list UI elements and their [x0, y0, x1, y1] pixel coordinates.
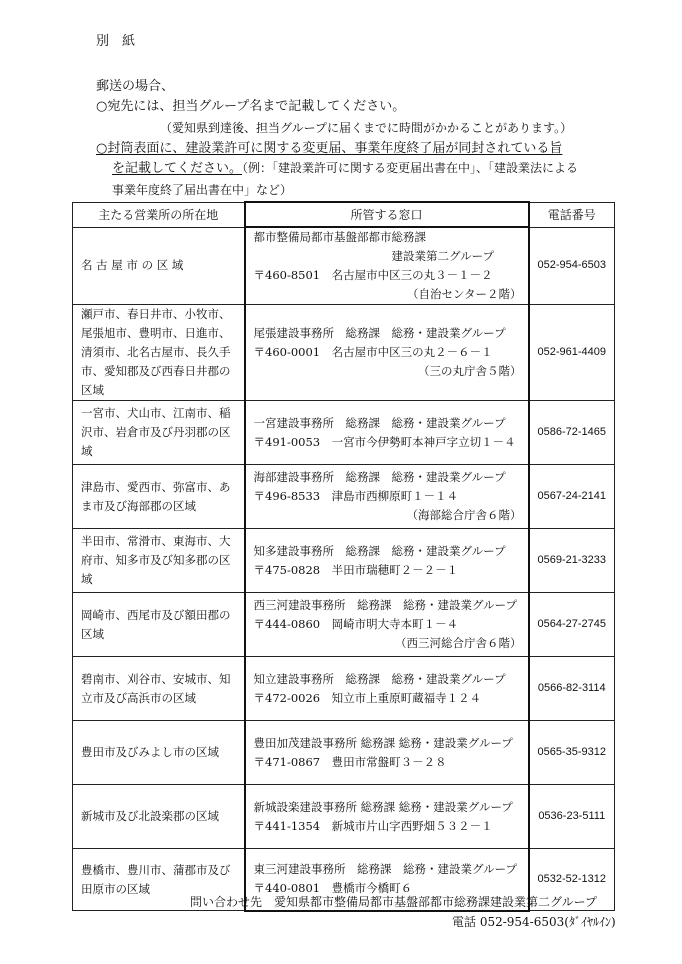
table-row — [73, 401, 615, 465]
office-name: 尾張建設事務所 総務課 総務・建設業グループ — [253, 326, 506, 340]
office-address: 〒491-0053 一宮市今伊勢町本神戸字立切１－４ — [253, 434, 516, 449]
area-cell: 半田市、常滑市、東海市、大府市、知多市及び知多郡の区域 — [73, 529, 245, 593]
table-row — [73, 593, 615, 657]
office-address: 〒441-1354 新城市片山字西野畑５３２－１ — [253, 818, 493, 833]
office-cell — [245, 593, 529, 657]
instruction-2-line1: ○封筒表面に、建設業許可に関する変更届、事業年度終了届が同封されている旨 — [96, 141, 563, 156]
office-building: （海部総合庁舎６階） — [406, 508, 522, 522]
office-building: （西三河総合庁舎６階） — [395, 636, 522, 650]
header-phone: 電話番号 — [529, 202, 615, 227]
office-group: 建設業第二グループ — [391, 249, 495, 263]
area-cell: 瀬戸市、春日井市、小牧市、尾張旭市、豊明市、日進市、清須市、北名古屋市、長久手市、愛知郡及び西春日井郡の区域 — [73, 305, 245, 401]
area-cell: 一宮市、犬山市、江南市、稲沢市、岩倉市及び丹羽郡の区域 — [73, 401, 245, 465]
phone-cell: 0564-27-2745 — [529, 593, 615, 657]
instruction-1: ○宛先には、担当グループ名まで記載してください。 — [96, 99, 406, 114]
office-building: （自治センター２階） — [406, 287, 522, 301]
office-address: 〒460-8501 名古屋市中区三の丸３－１－２ — [253, 268, 493, 282]
phone-cell: 0565-35-9312 — [529, 721, 615, 785]
area-cell: 新城市及び北設楽郡の区域 — [73, 785, 245, 849]
office-cell — [245, 465, 529, 529]
phone-cell: 0566-82-3114 — [529, 657, 615, 721]
office-cell — [245, 305, 529, 401]
office-address: 〒475-0828 半田市瑞穂町２－２－１ — [253, 562, 459, 577]
office-cell — [245, 657, 529, 721]
office-address: 〒444-0860 岡崎市明大寺本町１－４ — [253, 617, 459, 631]
area-cell: 岡崎市、西尾市及び額田郡の区域 — [73, 593, 245, 657]
table-row — [73, 529, 615, 593]
table-header-row — [73, 202, 615, 227]
mail-case-heading: 郵送の場合、 — [96, 79, 175, 94]
office-table — [72, 201, 614, 912]
table-row — [73, 305, 615, 401]
office-address: 〒460-0001 名古屋市中区三の丸２－６－１ — [253, 345, 493, 359]
phone-cell: 052-961-4409 — [529, 305, 615, 401]
table-row — [73, 721, 615, 785]
phone-cell: 052-954-6503 — [529, 227, 615, 305]
attachment-label: 別 紙 — [96, 34, 136, 49]
area-cell: 津島市、愛西市、弥富市、あま市及び海部郡の区域 — [73, 465, 245, 529]
table-row — [73, 227, 615, 305]
office-address: 〒472-0026 知立市上重原町蔵福寺１２４ — [253, 690, 482, 705]
office-name: 西三河建設事務所 総務課 総務・建設業グループ — [253, 598, 518, 612]
area-cell: 豊田市及びみよし市の区域 — [73, 721, 245, 785]
table-row — [73, 785, 615, 849]
office-name: 知立建設事務所 総務課 総務・建設業グループ — [253, 671, 506, 686]
office-name: 都市整備局都市基盤部都市総務課 — [253, 230, 426, 244]
office-name: 知多建設事務所 総務課 総務・建設業グループ — [253, 543, 506, 558]
phone-cell: 0569-21-3233 — [529, 529, 615, 593]
office-name: 一宮建設事務所 総務課 総務・建設業グループ — [253, 415, 506, 430]
office-address: 〒471-0867 豊田市常盤町３－２８ — [253, 754, 447, 769]
header-office: 所管する窓口 — [245, 202, 529, 227]
office-building: （三の丸庁舎５階） — [418, 364, 522, 378]
area-cell: 碧南市、刈谷市、安城市、知立市及び高浜市の区域 — [73, 657, 245, 721]
office-name: 東三河建設事務所 総務課 総務・建設業グループ — [253, 862, 518, 877]
office-name: 海部建設事務所 総務課 総務・建設業グループ — [253, 470, 506, 484]
phone-cell: 0586-72-1465 — [529, 401, 615, 465]
instruction-2-line2 — [112, 159, 578, 179]
office-cell — [245, 227, 529, 305]
instruction-2-line3: 事業年度終了届出書在中」など） — [112, 183, 293, 197]
instruction-1-note: （愛知県到達後、担当グループに届くまでに時間がかかることがあります。） — [160, 121, 573, 135]
instruction-2-emphasis: を記載してください。 — [112, 161, 243, 176]
area-cell: 豊橋市、豊川市、蒲郡市及び田原市の区域 — [73, 849, 245, 911]
table-row — [73, 465, 615, 529]
office-address: 〒496-8533 津島市西柳原町１－１４ — [253, 489, 459, 503]
phone-cell: 0536-23-5111 — [529, 785, 615, 849]
header-area: 主たる営業所の所在地 — [73, 202, 245, 227]
table-row — [73, 657, 615, 721]
office-cell — [245, 529, 529, 593]
office-cell — [245, 401, 529, 465]
instruction-2-example: （例：「建設業許可に関する変更届出書在中」、「建設業法による — [242, 161, 579, 175]
office-name: 豊田加茂建設事務所 総務課 総務・建設業グループ — [253, 735, 513, 750]
contact-line: 問い合わせ先 愛知県都市整備局都市基盤部都市総務課建設業第二グループ — [190, 895, 598, 909]
office-cell — [245, 785, 529, 849]
contact-phone: 電話 052-954-6503(ﾀﾞｲﾔﾙｲﾝ) — [452, 915, 616, 929]
office-address: 〒440-0801 豊橋市今橋町６ — [253, 881, 413, 896]
area-cell: 名 古 屋 市 の 区 域 — [73, 227, 245, 305]
office-name: 新城設楽建設事務所 総務課 総務・建設業グループ — [253, 799, 513, 814]
phone-cell: 0567-24-2141 — [529, 465, 615, 529]
office-cell — [245, 721, 529, 785]
phone-cell: 0532-52-1312 — [529, 849, 615, 911]
